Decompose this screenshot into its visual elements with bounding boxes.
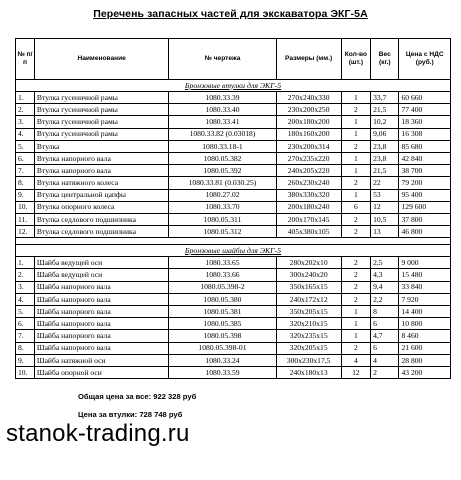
cell-qty: 1 [341,128,370,140]
cell-drawing: 1080.05.392 [169,165,276,177]
table-row [16,354,451,366]
cell-price: 37 800 [399,213,451,225]
cell-num: 4. [16,128,35,140]
section-spacer-cell [16,238,451,245]
table-row [16,226,451,238]
cell-size: 320х235х15 [276,330,341,342]
table-row [16,128,451,140]
section-title-washers: Бронзовые шайбы для ЭКГ-5 [184,245,282,255]
cell-weight: 6 [371,342,399,354]
cell-num: 8. [16,342,35,354]
cell-size: 260х230х240 [276,177,341,189]
watermark: stanok-trading.ru [6,420,190,447]
table-header-row [16,39,451,80]
cell-num: 10. [16,366,35,378]
cell-size: 405х380х105 [276,226,341,238]
cell-drawing: 1080.33.82 (0.03018) [169,128,276,140]
cell-qty: 1 [341,116,370,128]
cell-drawing: 1080.05.311 [169,213,276,225]
cell-num: 8. [16,177,35,189]
cell-weight: 53 [371,189,399,201]
cell-size: 380х330х320 [276,189,341,201]
cell-num: 2. [16,104,35,116]
cell-name: Втулка гусеничной рамы [34,92,168,104]
cell-num: 6. [16,318,35,330]
cell-price: 18 360 [399,116,451,128]
cell-num: 7. [16,165,35,177]
cell-qty: 1 [341,189,370,201]
cell-num: 5. [16,140,35,152]
table-row [16,257,451,269]
cell-qty: 2 [341,293,370,305]
cell-num: 4. [16,293,35,305]
cell-weight: 23,8 [371,152,399,164]
cell-name: Шайба опорной оси [34,366,168,378]
cell-size: 230х200х250 [276,104,341,116]
table-row [16,318,451,330]
cell-size: 350х165х15 [276,281,341,293]
cell-weight: 4 [371,354,399,366]
table-row [16,140,451,152]
cell-price: 95 400 [399,189,451,201]
cell-qty: 2 [341,281,370,293]
cell-name: Втулка седлового подшипника [34,226,168,238]
cell-drawing: 1080.33.70 [169,201,276,213]
cell-weight: 22 [371,177,399,189]
header-price: Цена с НДС (руб.) [399,39,451,80]
cell-num: 1. [16,257,35,269]
cell-drawing: 1080.33.24 [169,354,276,366]
table-row [16,189,451,201]
cell-drawing: 1080.33.66 [169,269,276,281]
cell-size: 200х180х240 [276,201,341,213]
table-row [16,281,451,293]
cell-weight: 6 [371,318,399,330]
cell-drawing: 1080.33.40 [169,104,276,116]
table-row [16,306,451,318]
cell-qty: 1 [341,306,370,318]
cell-size: 350х205х15 [276,306,341,318]
parts-table [15,38,451,379]
cell-num: 7. [16,330,35,342]
cell-weight: 21,5 [371,165,399,177]
table-row [16,293,451,305]
cell-size: 300х240х20 [276,269,341,281]
cell-price: 79 200 [399,177,451,189]
cell-price: 8 460 [399,330,451,342]
cell-qty: 1 [341,165,370,177]
cell-drawing: 1080.33.41 [169,116,276,128]
cell-price: 33 840 [399,281,451,293]
cell-size: 200х170х145 [276,213,341,225]
cell-name: Шайба напорного вала [34,281,168,293]
cell-drawing: 1080.05.385 [169,318,276,330]
header-num: № п/п [16,39,35,80]
section-header-washers [16,245,451,257]
cell-weight: 8 [371,306,399,318]
cell-size: 270х235х220 [276,152,341,164]
cell-name: Втулка гусеничной рамы [34,128,168,140]
cell-weight: 13 [371,226,399,238]
document-title: Перечень запасных частей для экскаватора ЭКГ-5А [93,8,368,20]
cell-num: 2. [16,269,35,281]
cell-num: 3. [16,116,35,128]
cell-qty: 2 [341,226,370,238]
cell-qty: 1 [341,318,370,330]
table-row [16,330,451,342]
cell-qty: 12 [341,366,370,378]
header-name: Наименование [34,39,168,80]
cell-num: 11. [16,213,35,225]
cell-weight: 9,06 [371,128,399,140]
table-row [16,366,451,378]
cell-num: 10. [16,201,35,213]
cell-price: 60 660 [399,92,451,104]
cell-drawing: 1080.05.312 [169,226,276,238]
cell-num: 6. [16,152,35,164]
cell-drawing: 1080.05.398-2 [169,281,276,293]
summary-total: Общая цена за все: 922 328 руб [78,392,197,401]
section-title-bushings: Бронзовые втулки для ЭКГ-5 [184,80,282,90]
cell-qty: 2 [341,257,370,269]
cell-price: 42 840 [399,152,451,164]
cell-name: Втулка натяжного колеса [34,177,168,189]
table-row [16,165,451,177]
cell-qty: 2 [341,213,370,225]
table-row [16,104,451,116]
cell-weight: 21,5 [371,104,399,116]
cell-drawing: 1080.27.02 [169,189,276,201]
cell-weight: 2 [371,366,399,378]
cell-drawing: 1080.33.81 (0.030.25) [169,177,276,189]
cell-price: 28 800 [399,354,451,366]
cell-weight: 23,8 [371,140,399,152]
cell-name: Втулка гусеничной рамы [34,116,168,128]
cell-price: 10 800 [399,318,451,330]
cell-num: 1. [16,92,35,104]
cell-drawing: 1080.05.381 [169,306,276,318]
table-body [16,80,451,379]
cell-qty: 2 [341,177,370,189]
cell-weight: 10,2 [371,116,399,128]
cell-drawing: 1080.33.18-1 [169,140,276,152]
cell-size: 200х180х200 [276,116,341,128]
cell-weight: 2,2 [371,293,399,305]
table-row [16,92,451,104]
cell-price: 7 920 [399,293,451,305]
cell-qty: 4 [341,354,370,366]
cell-price: 14 400 [399,306,451,318]
header-qty: Кол-во (шт.) [341,39,370,80]
cell-name: Шайба натяжной оси [34,354,168,366]
cell-qty: 2 [341,104,370,116]
cell-qty: 6 [341,201,370,213]
cell-name: Шайба напорного вала [34,330,168,342]
cell-weight: 33,7 [371,92,399,104]
cell-price: 43 200 [399,366,451,378]
cell-price: 38 700 [399,165,451,177]
cell-qty: 2 [341,269,370,281]
cell-price: 15 480 [399,269,451,281]
cell-size: 180х160х200 [276,128,341,140]
cell-drawing: 1080.33.39 [169,92,276,104]
cell-name: Втулка [34,140,168,152]
cell-price: 9 000 [399,257,451,269]
cell-size: 300х230х17,5 [276,354,341,366]
cell-drawing: 1080.33.59 [169,366,276,378]
summary-bushings: Цена за втулки: 728 748 руб [78,410,183,419]
cell-num: 9. [16,354,35,366]
cell-num: 3. [16,281,35,293]
table-row [16,177,451,189]
cell-num: 9. [16,189,35,201]
cell-qty: 1 [341,152,370,164]
cell-price: 16 308 [399,128,451,140]
cell-price: 77 400 [399,104,451,116]
cell-size: 320х210х15 [276,318,341,330]
cell-name: Шайба ведущей оси [34,269,168,281]
cell-drawing: 1080.33.65 [169,257,276,269]
cell-price: 85 680 [399,140,451,152]
cell-size: 280х202х10 [276,257,341,269]
cell-qty: 2 [341,140,370,152]
cell-name: Втулка напорного вала [34,152,168,164]
header-drawing: № чертежа [169,39,276,80]
table-row [16,152,451,164]
cell-size: 320х205х15 [276,342,341,354]
cell-drawing: 1080.05.398 [169,330,276,342]
table-row [16,213,451,225]
cell-drawing: 1080.05.382 [169,152,276,164]
cell-qty: 1 [341,330,370,342]
cell-price: 21 600 [399,342,451,354]
cell-name: Шайба напорного вала [34,293,168,305]
cell-weight: 12 [371,201,399,213]
cell-num: 12. [16,226,35,238]
cell-name: Втулка седлового подшипника [34,213,168,225]
table-row [16,342,451,354]
section-header-bushings [16,80,451,92]
cell-name: Втулка центральной цапфы [34,189,168,201]
cell-name: Втулка напорного вала [34,165,168,177]
cell-name: Втулка гусеничной рамы [34,104,168,116]
cell-size: 240х205х220 [276,165,341,177]
cell-weight: 4,7 [371,330,399,342]
cell-name: Шайба напорного вала [34,318,168,330]
cell-weight: 4,3 [371,269,399,281]
cell-size: 240х172х12 [276,293,341,305]
cell-size: 230х200х314 [276,140,341,152]
cell-drawing: 1080.05.380 [169,293,276,305]
cell-name: Шайба напорного вала [34,342,168,354]
cell-qty: 1 [341,92,370,104]
cell-qty: 2 [341,342,370,354]
cell-price: 46 800 [399,226,451,238]
cell-weight: 2,5 [371,257,399,269]
cell-weight: 10,5 [371,213,399,225]
cell-size: 270х240х330 [276,92,341,104]
cell-price: 129 600 [399,201,451,213]
header-size: Размеры (мм.) [276,39,341,80]
cell-size: 240х180х13 [276,366,341,378]
table-row [16,116,451,128]
cell-num: 5. [16,306,35,318]
cell-drawing: 1080.05.398-01 [169,342,276,354]
cell-name: Втулка опорного колеса [34,201,168,213]
cell-weight: 9,4 [371,281,399,293]
table-row [16,269,451,281]
cell-name: Шайба напорного вала [34,306,168,318]
header-weight: Вес (кг.) [371,39,399,80]
section-spacer [16,238,451,245]
cell-name: Шайба ведущей оси [34,257,168,269]
table-row [16,201,451,213]
